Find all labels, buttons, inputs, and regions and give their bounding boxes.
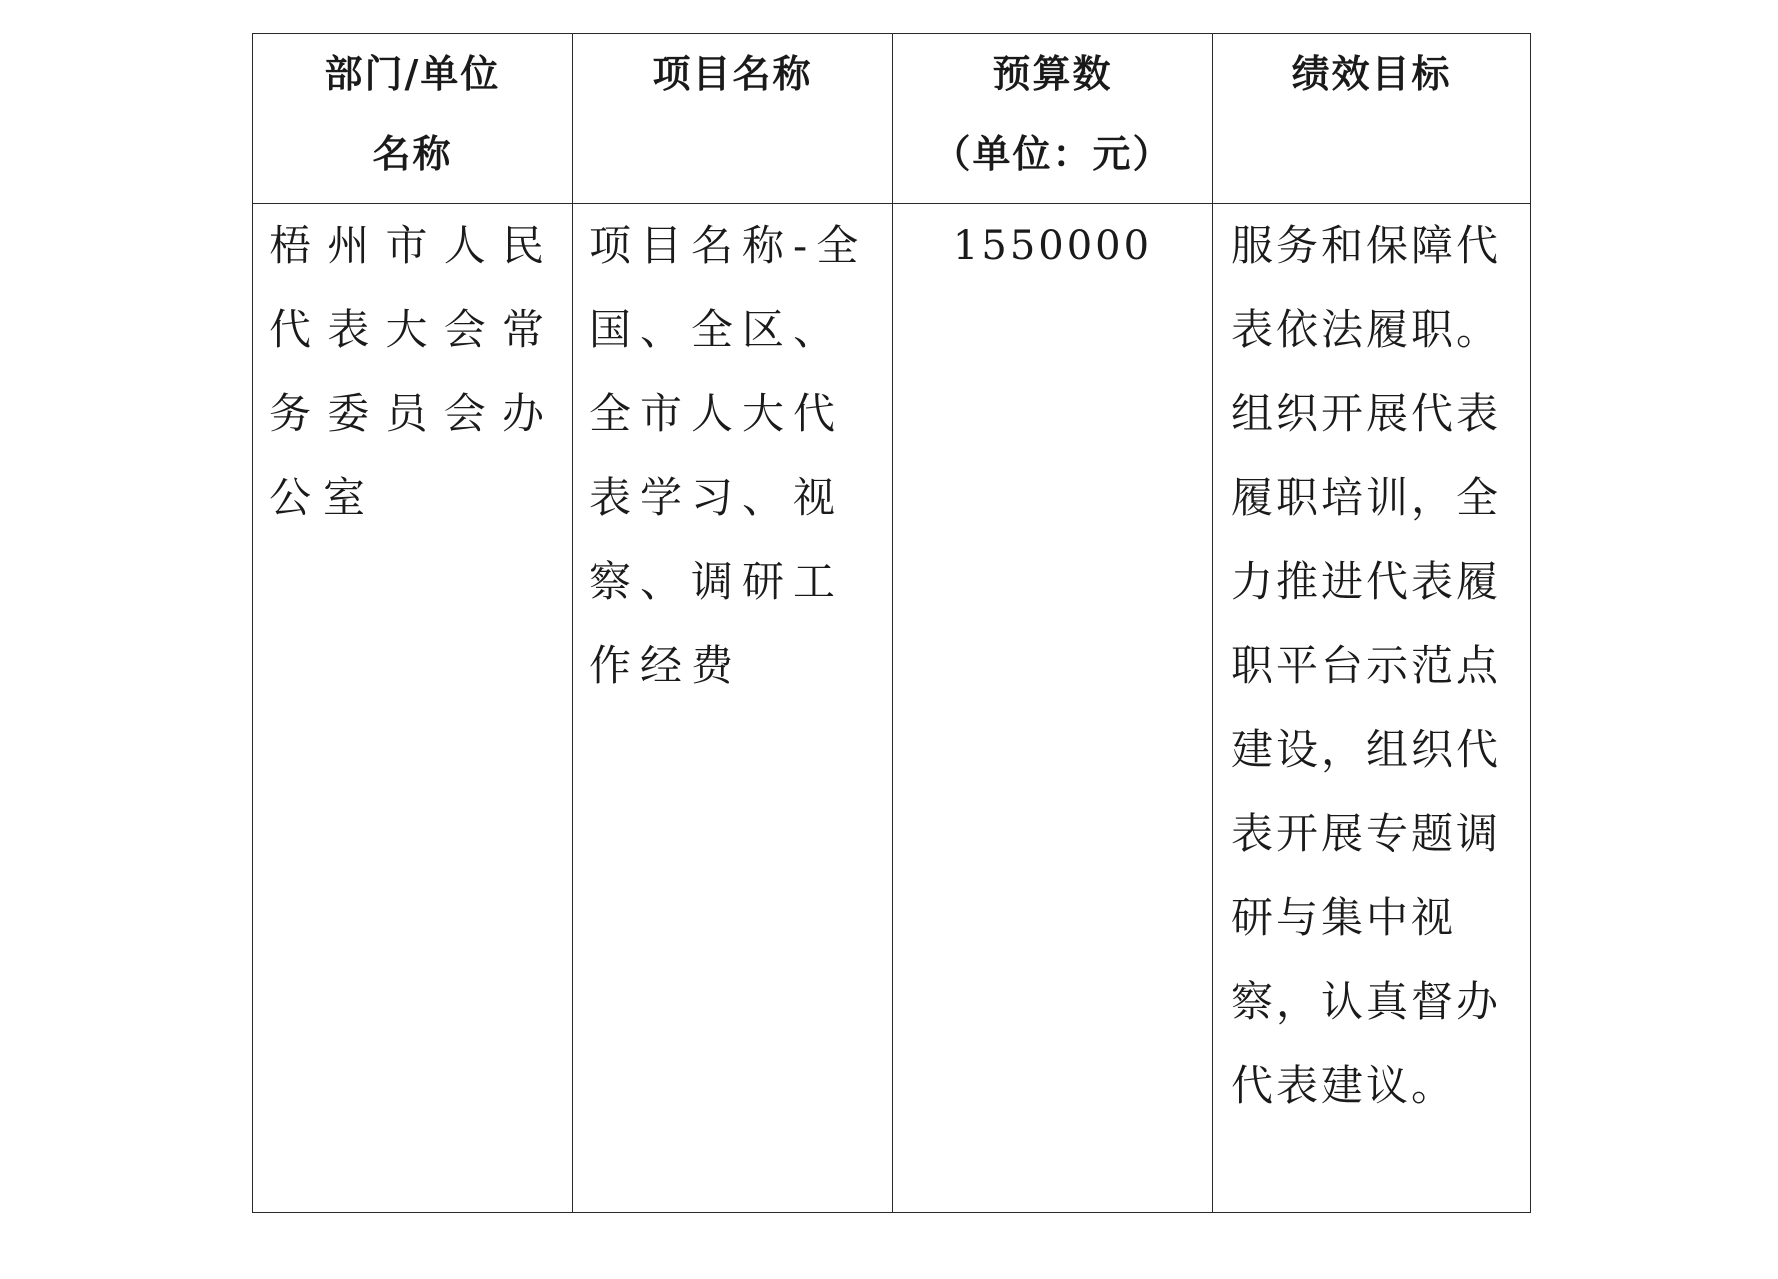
table-row	[253, 204, 1531, 1213]
header-project-name	[573, 34, 893, 204]
budget-table	[252, 33, 1531, 1213]
cell-performance-goal	[1213, 204, 1531, 1213]
performance-goal-text: 服务和保障代表依法履职。组织开展代表履职培训，全力推进代表履职平台示范点建设，组织代表开展专题调研与集中视察，认真督办代表建议。	[1231, 221, 1502, 1110]
cell-project-name	[573, 204, 893, 1213]
header-budget-line1: 预算数	[992, 52, 1113, 96]
header-dept-line1: 部门/单位	[324, 52, 501, 96]
header-goal-line1: 绩效目标	[1291, 52, 1452, 96]
project-name-text: 项目名称-全国、全区、全市人大代表学习、视察、调研工作经费	[589, 221, 868, 690]
header-dept-line2: 名称	[372, 132, 453, 176]
header-project-line1: 项目名称	[652, 52, 813, 96]
header-dept-name	[253, 34, 573, 204]
cell-dept-name	[253, 204, 573, 1213]
budget-sheet	[252, 33, 1530, 1213]
header-budget	[893, 34, 1213, 204]
budget-amount-text: 1550000	[952, 223, 1153, 269]
header-performance-goal	[1213, 34, 1531, 204]
header-budget-unit: （单位：元）	[932, 132, 1173, 176]
header-row	[253, 34, 1531, 204]
dept-name-text: 梧州市人民代表大会常务委员会办公室	[269, 221, 556, 522]
cell-budget-amount	[893, 204, 1213, 1213]
